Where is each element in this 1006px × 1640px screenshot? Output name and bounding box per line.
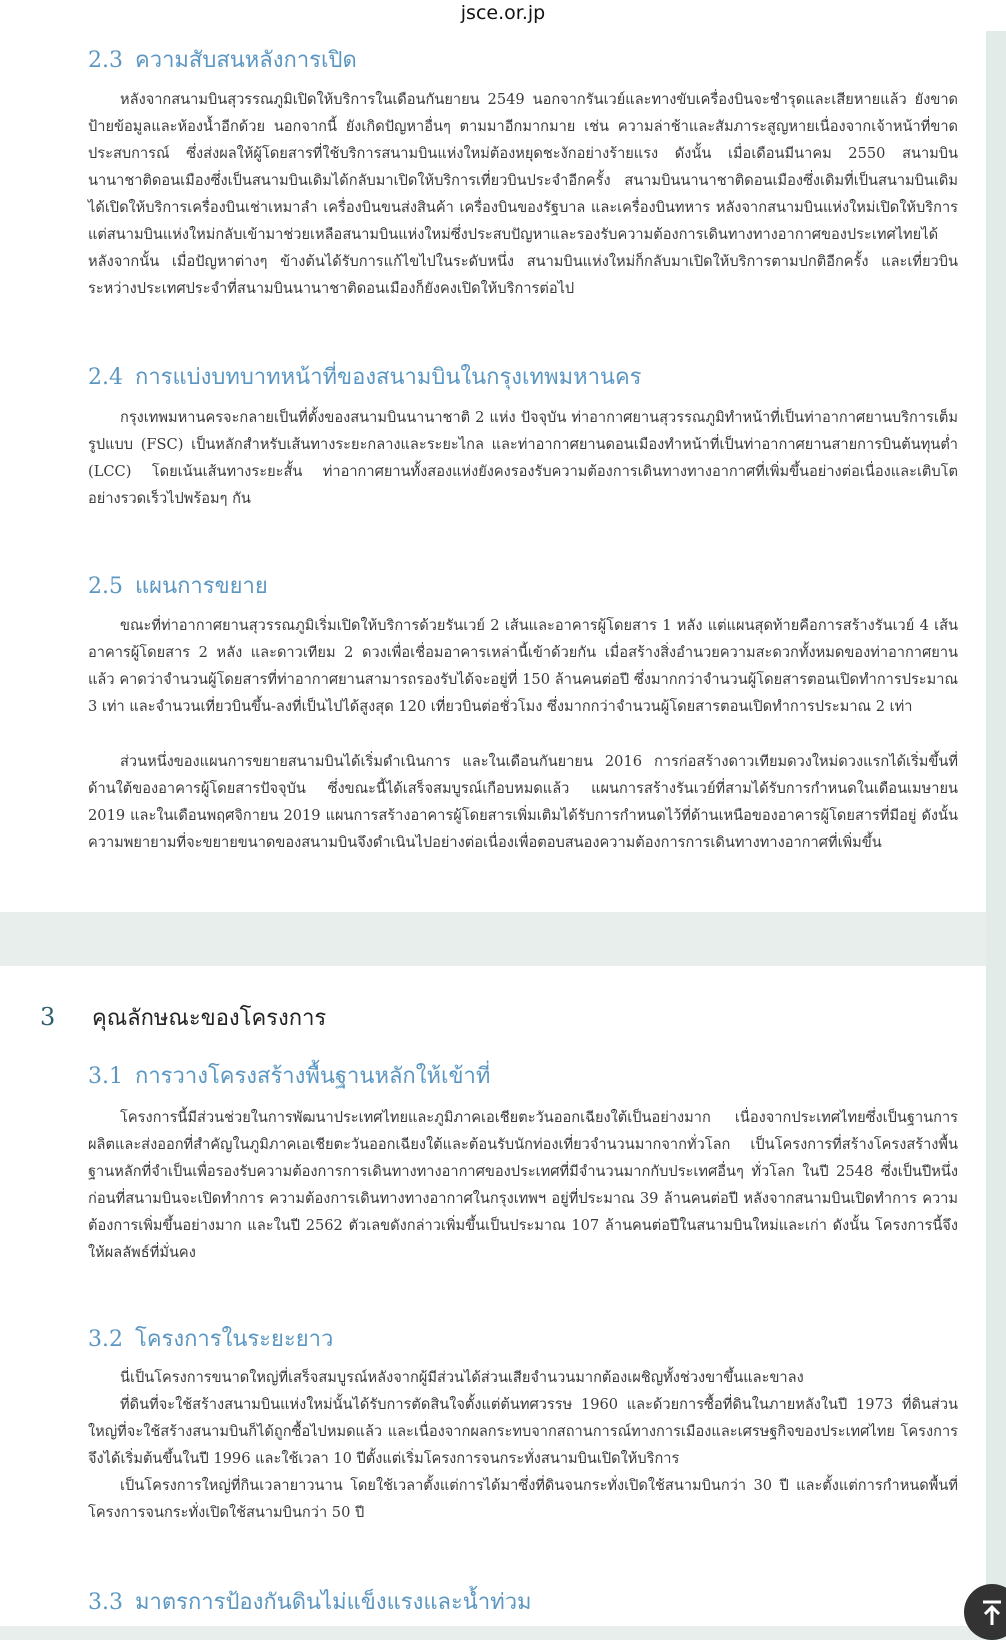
arrow-up-icon	[977, 1597, 1006, 1627]
back-to-top-button[interactable]	[964, 1584, 1006, 1640]
heading-3-1: 3.1 การวางโครงสร้างพื้นฐานหลักให้เข้าที่	[88, 1064, 491, 1089]
page-side-margin	[986, 31, 1006, 1626]
paragraph: ขณะที่ท่าอากาศยานสุวรรณภูมิเริ่มเปิดให้บริการด้วยรันเวย์ 2 เส้นและอาคารผู้โดยสาร 1 หลัง แต่แผนสุดท้ายคือการสร้างรันเวย์ 4 เส้น อาคารผู้โดยสาร 2 หลัง และดาวเทียม 2 ดวงเพื่อเชื่อมอาคารเหล่านี้เข้าด้วยกัน เมื่อสร้างสิ่งอำนวยความสะดวกทั้งหมดของท่าอากาศยานแล้ว คาดว่าจำนวนผู้โดยสารที่ท่าอากาศยานสามารถรองรับได้จะอยู่ที่ 150 ล้านคนต่อปี ซึ่งมากกว่าจำนวนผู้โดยสารตอนเปิดทำการประมาณ 3 เท่า และจำนวนเที่ยวบินขึ้น-ลงที่เป็นไปได้สูงสุด 120 เที่ยวบินต่อชั่วโมง ซึ่งมากกว่าจำนวนผู้โดยสารตอนเปิดทำการประมาณ 2 เท่า	[88, 617, 958, 715]
heading-2-4: 2.4 การแบ่งบทบาทหน้าที่ของสนามบินในกรุงเทพมหานคร	[88, 365, 642, 390]
heading-3: 3 คุณลักษณะของโครงการ	[40, 1003, 327, 1031]
paragraph: หลังจากสนามบินสุวรรณภูมิเปิดให้บริการในเดือนกันยายน 2549 นอกจากรันเวย์และทางขับเครื่องบินจะชำรุดและเสียหายแล้ว ยังขาดป้ายข้อมูลและห้องน้ำอีกด้วย นอกจากนี้ ยังเกิดปัญหาอื่นๆ ตามมาอีกมากมาย เช่น ความล่าช้าและสัมภาระสูญหายเนื่องจากเจ้าหน้าที่ขาดประสบการณ์ ซึ่งส่งผลให้ผู้โดยสารที่ใช้บริการสนามบินแห่งใหม่ต้องหยุดชะงักอย่างร้ายแรง ดังนั้น เมื่อเดือนมีนาคม 2550 สนามบินนานาชาติดอนเมืองซึ่งเป็นสนามบินเดิมได้กลับมาเปิดให้บริการเที่ยวบินประจำอีกครั้ง สนามบินนานาชาติดอนเมืองซึ่งเดิมที่เป็นสนามบินเดิมได้เปิดให้บริการเครื่องบินเช่าเหมาลำ เครื่องบินขนส่งสินค้า เครื่องบินของรัฐบาล และเครื่องบินทหาร หลังจากสนามบินแห่งใหม่เปิดให้บริการ แต่สนามบินแห่งใหม่กลับเข้ามาช่วยเหลือสนามบินแห่งใหม่ซึ่งประสบปัญหาและรองรับความต้องการเดินทางทางอากาศของประเทศไทยได้ หลังจากนั้น เมื่อปัญหาต่างๆ ข้างต้นได้รับการแก้ไขไปในระดับหนึ่ง สนามบินแห่งใหม่ก็กลับมาเปิดให้บริการตามปกติอีกครั้ง และเที่ยวบินระหว่างประเทศประจำที่สนามบินนานาชาติดอนเมืองก็ยังคงเปิดให้บริการต่อไป	[88, 91, 958, 297]
paragraph: กรุงเทพมหานครจะกลายเป็นที่ตั้งของสนามบินนานาชาติ 2 แห่ง ปัจจุบัน ท่าอากาศยานสุวรรณภูมิทำหน้าที่เป็นท่าอากาศยานบริการเต็มรูปแบบ (FSC) เป็นหลักสำหรับเส้นทางระยะกลางและระยะไกล และท่าอากาศยานดอนเมืองทำหน้าที่เป็นท่าอากาศยานสายการบินต้นทุนต่ำ (LCC) โดยเน้นเส้นทางระยะสั้น ท่าอากาศยานทั้งสองแห่งยังคงรองรับความต้องการเดินทางทางอากาศที่เพิ่มขึ้นอย่างต่อเนื่องและเติบโตอย่างรวดเร็วไปพร้อมๆ กัน	[88, 409, 958, 507]
paragraph: ที่ดินที่จะใช้สร้างสนามบินแห่งใหม่นั้นได้รับการตัดสินใจตั้งแต่ต้นทศวรรษ 1960 และด้วยการซื้อที่ดินในภายหลังในปี 1973 ที่ดินส่วนใหญ่ที่จะใช้สร้างสนามบินก็ได้ถูกซื้อไปหมดแล้ว และเนื่องจากผลกระทบจากสถานการณ์ทางการเมืองและเศรษฐกิจของประเทศไทย โครงการจึงได้เริ่มต้นขึ้นในปี 1996 และใช้เวลา 10 ปีตั้งแต่เริ่มโครงการจนกระทั่งสนามบินเปิดให้บริการ	[88, 1396, 958, 1467]
url-text: jsce.or.jp	[460, 2, 546, 24]
paragraph: เป็นโครงการใหญ่ที่กินเวลายาวนาน โดยใช้เวลาตั้งแต่การได้มาซึ่งที่ดินจนกระทั่งเปิดใช้สนามบินกว่า 30 ปี และตั้งแต่การกำหนดพื้นที่โครงการจนกระทั่งเปิดใช้สนามบินกว่า 50 ปี	[88, 1477, 958, 1521]
paragraph: โครงการนี้มีส่วนช่วยในการพัฒนาประเทศไทยและภูมิภาคเอเชียตะวันออกเฉียงใต้เป็นอย่างมาก เนื่องจากประเทศไทยซึ่งเป็นฐานการผลิตและส่งออกที่สำคัญในภูมิภาคเอเชียตะวันออกเฉียงใต้และต้อนรับนักท่องเที่ยวจำนวนมากจากทั่วโลก เป็นโครงการที่สร้างโครงสร้างพื้นฐานหลักที่จำเป็นเพื่อรองรับความต้องการการเดินทางทางอากาศของประเทศที่มีจำนวนมากกับประเทศอื่นๆ ทั่วโลก ในปี 2548 ซึ่งเป็นปีหนึ่งก่อนที่สนามบินจะเปิดทำการ ความต้องการเดินทางทางอากาศในกรุงเทพฯ อยู่ที่ประมาณ 39 ล้านคนต่อปี หลังจากสนามบินเปิดทำการ ความต้องการเพิ่มขึ้นอย่างมาก และในปี 2562 ตัวเลขดังกล่าวเพิ่มขึ้นเป็นประมาณ 107 ล้านคนต่อปีในสนามบินใหม่และเก่า ดังนั้น โครงการนี้จึงให้ผลลัพธ์ที่มั่นคง	[88, 1109, 958, 1261]
heading-2-3: 2.3 ความสับสนหลังการเปิด	[88, 48, 357, 73]
heading-3-3: 3.3 มาตรการป้องกันดินไม่แข็งแรงและน้ำท่วม	[88, 1590, 532, 1615]
section-gap	[0, 912, 1006, 966]
browser-url-bar[interactable]	[0, 0, 1006, 32]
heading-3-2: 3.2 โครงการในระยะยาว	[88, 1327, 334, 1352]
paragraph: นี่เป็นโครงการขนาดใหญ่ที่เสร็จสมบูรณ์หลังจากผู้มีส่วนได้ส่วนเสียจำนวนมากต้องเผชิญทั้งช่วงขาขึ้นและขาลง	[120, 1369, 804, 1386]
heading-2-5: 2.5 แผนการขยาย	[88, 574, 268, 599]
paragraph: ส่วนหนึ่งของแผนการขยายสนามบินได้เริ่มดำเนินการ และในเดือนกันยายน 2016 การก่อสร้างดาวเทียมดวงใหม่ดวงแรกได้เริ่มขึ้นที่ด้านใต้ของอาคารผู้โดยสารปัจจุบัน ซึ่งขณะนี้ได้เสร็จสมบูรณ์เกือบหมดแล้ว แผนการสร้างรันเวย์ที่สามได้รับการกำหนดในเดือนเมษายน 2019 และในเดือนพฤศจิกายน 2019 แผนการสร้างอาคารผู้โดยสารเพิ่มเติมได้รับการกำหนดไว้ที่ด้านเหนือของอาคารผู้โดยสารที่มีอยู่ ดังนั้น ความพยายามที่จะขยายขนาดของสนามบินจึงดำเนินไปอย่างต่อเนื่องเพื่อตอบสนองความต้องการการเดินทางทางอากาศที่เพิ่มขึ้น	[88, 753, 958, 851]
